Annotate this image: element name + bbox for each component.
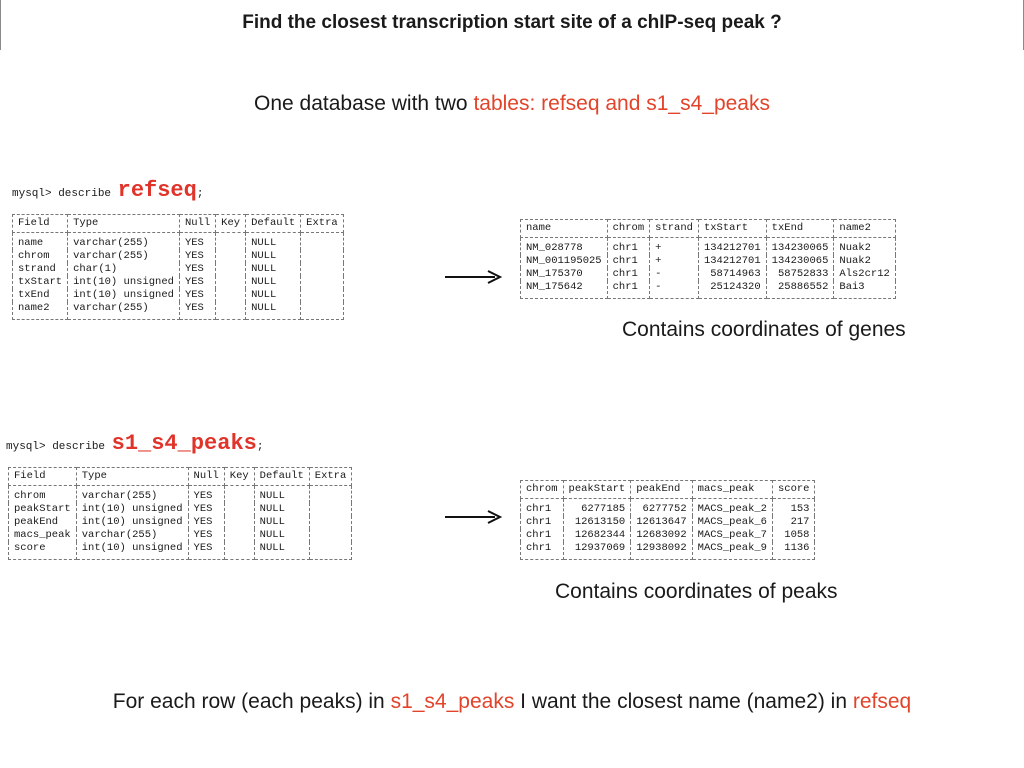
- table-cell: [309, 529, 352, 542]
- table-cell: peakStart: [9, 503, 77, 516]
- table-cell: 12937069: [563, 542, 631, 560]
- table-cell: [216, 263, 246, 276]
- table-cell: [216, 289, 246, 302]
- table-cell: chr1: [607, 238, 650, 256]
- table-cell: varchar(255): [68, 250, 180, 263]
- column-header: Field: [9, 468, 77, 486]
- table-row: [521, 499, 815, 517]
- table-cell: int(10) unsigned: [76, 542, 188, 560]
- table-cell: [216, 250, 246, 263]
- table-header-row: [521, 481, 815, 499]
- table-row: [13, 276, 344, 289]
- table-cell: 153: [772, 499, 815, 517]
- table-row: [13, 302, 344, 320]
- bottom-highlight-2: refseq: [852, 690, 912, 713]
- table-cell: strand: [13, 263, 68, 276]
- table-cell: char(1): [68, 263, 180, 276]
- table-cell: 217: [772, 516, 815, 529]
- table-row: [521, 255, 896, 268]
- table-cell: chr1: [607, 281, 650, 299]
- table-cell: chrom: [9, 486, 77, 504]
- column-header: txEnd: [766, 220, 834, 238]
- table-cell: NM_028778: [521, 238, 608, 256]
- table-row: [13, 250, 344, 263]
- table-cell: +: [650, 238, 699, 256]
- refseq-caption: Contains coordinates of genes: [622, 318, 906, 341]
- table-cell: -: [650, 281, 699, 299]
- table-cell: NM_001195025: [521, 255, 608, 268]
- table-cell: 25124320: [698, 281, 766, 299]
- table-cell: [301, 250, 344, 263]
- table-cell: chr1: [521, 516, 564, 529]
- table-cell: 1136: [772, 542, 815, 560]
- table-header-row: [13, 215, 344, 233]
- table-cell: NULL: [254, 486, 309, 504]
- column-header: Default: [254, 468, 309, 486]
- table-row: [521, 516, 815, 529]
- table-cell: NULL: [254, 529, 309, 542]
- prompt-suffix: ;: [196, 188, 204, 200]
- table-cell: [301, 276, 344, 289]
- table-cell: MACS_peak_7: [692, 529, 772, 542]
- table-cell: +: [650, 255, 699, 268]
- table-cell: 6277185: [563, 499, 631, 517]
- peaks-table-name: s1_s4_peaks: [111, 431, 257, 456]
- table-cell: 6277752: [631, 499, 692, 517]
- table-cell: [309, 503, 352, 516]
- column-header: Field: [13, 215, 68, 233]
- table-cell: [301, 302, 344, 320]
- table-cell: NULL: [246, 263, 301, 276]
- table-cell: 25886552: [766, 281, 834, 299]
- table-cell: 134230065: [766, 255, 834, 268]
- table-cell: NM_175370: [521, 268, 608, 281]
- prompt-suffix: ;: [256, 441, 264, 453]
- table-row: [13, 289, 344, 302]
- table-cell: varchar(255): [68, 233, 180, 251]
- table-row: [9, 503, 352, 516]
- table-row: [521, 281, 896, 299]
- table-cell: name: [13, 233, 68, 251]
- column-header: peakStart: [563, 481, 631, 499]
- table-cell: YES: [188, 486, 224, 504]
- column-header: Extra: [309, 468, 352, 486]
- table-cell: int(10) unsigned: [76, 516, 188, 529]
- table-row: [9, 516, 352, 529]
- table-cell: [301, 289, 344, 302]
- arrow-right-icon: [445, 270, 503, 284]
- table-cell: varchar(255): [68, 302, 180, 320]
- table-cell: MACS_peak_6: [692, 516, 772, 529]
- table-cell: name2: [13, 302, 68, 320]
- bottom-text-2: I want the closest name (name2) in: [514, 690, 853, 713]
- table-cell: [309, 486, 352, 504]
- table-cell: txStart: [13, 276, 68, 289]
- table-cell: [224, 516, 254, 529]
- peaks-caption: Contains coordinates of peaks: [555, 580, 838, 603]
- table-cell: Nuak2: [834, 238, 895, 256]
- column-header: Type: [76, 468, 188, 486]
- table-cell: YES: [179, 233, 215, 251]
- table-cell: [309, 542, 352, 560]
- column-header: Key: [216, 215, 246, 233]
- column-header: name: [521, 220, 608, 238]
- table-cell: [224, 503, 254, 516]
- table-cell: chr1: [607, 268, 650, 281]
- table-cell: 12682344: [563, 529, 631, 542]
- table-row: [9, 529, 352, 542]
- table-cell: NULL: [246, 250, 301, 263]
- table-cell: chr1: [521, 542, 564, 560]
- table-cell: [309, 516, 352, 529]
- bottom-text-1: For each row (each peaks) in: [112, 690, 391, 713]
- table-cell: varchar(255): [76, 529, 188, 542]
- table-cell: [301, 233, 344, 251]
- table-cell: NM_175642: [521, 281, 608, 299]
- bottom-statement: [0, 690, 1024, 714]
- table-cell: 12613150: [563, 516, 631, 529]
- column-header: Type: [68, 215, 180, 233]
- table-row: [9, 486, 352, 504]
- table-row: [521, 529, 815, 542]
- table-cell: Als2cr12: [834, 268, 895, 281]
- column-header: Default: [246, 215, 301, 233]
- table-row: [9, 542, 352, 560]
- table-cell: NULL: [254, 503, 309, 516]
- table-cell: [216, 276, 246, 289]
- table-cell: YES: [179, 263, 215, 276]
- table-cell: NULL: [254, 542, 309, 560]
- table-cell: NULL: [246, 233, 301, 251]
- table-cell: [224, 529, 254, 542]
- column-header: Null: [188, 468, 224, 486]
- refseq-sample-table: [520, 219, 896, 299]
- column-header: chrom: [607, 220, 650, 238]
- table-cell: YES: [188, 516, 224, 529]
- column-header: Extra: [301, 215, 344, 233]
- table-cell: chrom: [13, 250, 68, 263]
- table-cell: YES: [179, 250, 215, 263]
- prompt-prefix: mysql> describe: [6, 441, 112, 453]
- table-cell: 1058: [772, 529, 815, 542]
- table-cell: YES: [179, 289, 215, 302]
- table-cell: MACS_peak_9: [692, 542, 772, 560]
- column-header: chrom: [521, 481, 564, 499]
- table-cell: NULL: [246, 289, 301, 302]
- prompt-prefix: mysql> describe: [12, 188, 118, 200]
- table-header-row: [521, 220, 896, 238]
- table-cell: int(10) unsigned: [76, 503, 188, 516]
- subtitle-prefix: One database with two: [253, 92, 474, 115]
- table-row: [521, 542, 815, 560]
- column-header: name2: [834, 220, 895, 238]
- peaks-sample-table: [520, 480, 815, 560]
- table-cell: Nuak2: [834, 255, 895, 268]
- column-header: score: [772, 481, 815, 499]
- table-cell: 58752833: [766, 268, 834, 281]
- table-cell: YES: [188, 542, 224, 560]
- table-row: [521, 238, 896, 256]
- table-cell: 58714963: [698, 268, 766, 281]
- refseq-describe-table: [12, 214, 344, 320]
- table-cell: 134230065: [766, 238, 834, 256]
- table-cell: Bai3: [834, 281, 895, 299]
- table-cell: YES: [179, 276, 215, 289]
- refseq-prompt: [12, 178, 203, 203]
- peaks-prompt: [6, 431, 263, 456]
- table-cell: [224, 486, 254, 504]
- table-cell: [216, 233, 246, 251]
- table-cell: YES: [188, 503, 224, 516]
- column-header: strand: [650, 220, 699, 238]
- table-cell: NULL: [254, 516, 309, 529]
- column-header: Null: [179, 215, 215, 233]
- table-cell: varchar(255): [76, 486, 188, 504]
- table-cell: NULL: [246, 302, 301, 320]
- table-cell: -: [650, 268, 699, 281]
- refseq-table-name: refseq: [117, 178, 197, 203]
- column-header: macs_peak: [692, 481, 772, 499]
- table-cell: [301, 263, 344, 276]
- table-cell: [216, 302, 246, 320]
- table-row: [521, 268, 896, 281]
- table-cell: 12938092: [631, 542, 692, 560]
- subtitle: [0, 92, 1024, 116]
- table-header-row: [9, 468, 352, 486]
- table-cell: 12613647: [631, 516, 692, 529]
- page-title: Find the closest transcription start site of a chIP-seq peak ?: [242, 12, 782, 33]
- table-cell: 12683092: [631, 529, 692, 542]
- table-cell: YES: [188, 529, 224, 542]
- table-cell: int(10) unsigned: [68, 289, 180, 302]
- table-cell: macs_peak: [9, 529, 77, 542]
- table-cell: score: [9, 542, 77, 560]
- table-cell: YES: [179, 302, 215, 320]
- column-header: peakEnd: [631, 481, 692, 499]
- table-cell: [224, 542, 254, 560]
- table-cell: chr1: [607, 255, 650, 268]
- table-cell: chr1: [521, 499, 564, 517]
- table-cell: peakEnd: [9, 516, 77, 529]
- table-cell: NULL: [246, 276, 301, 289]
- table-row: [13, 233, 344, 251]
- column-header: txStart: [698, 220, 766, 238]
- arrow-right-icon: [445, 510, 503, 524]
- table-row: [13, 263, 344, 276]
- table-cell: txEnd: [13, 289, 68, 302]
- table-cell: chr1: [521, 529, 564, 542]
- table-cell: int(10) unsigned: [68, 276, 180, 289]
- peaks-describe-table: [8, 467, 352, 560]
- table-cell: 134212701: [698, 238, 766, 256]
- bottom-highlight-1: s1_s4_peaks: [390, 690, 515, 713]
- table-cell: 134212701: [698, 255, 766, 268]
- column-header: Key: [224, 468, 254, 486]
- subtitle-highlight: tables: refseq and s1_s4_peaks: [473, 92, 770, 115]
- table-cell: MACS_peak_2: [692, 499, 772, 517]
